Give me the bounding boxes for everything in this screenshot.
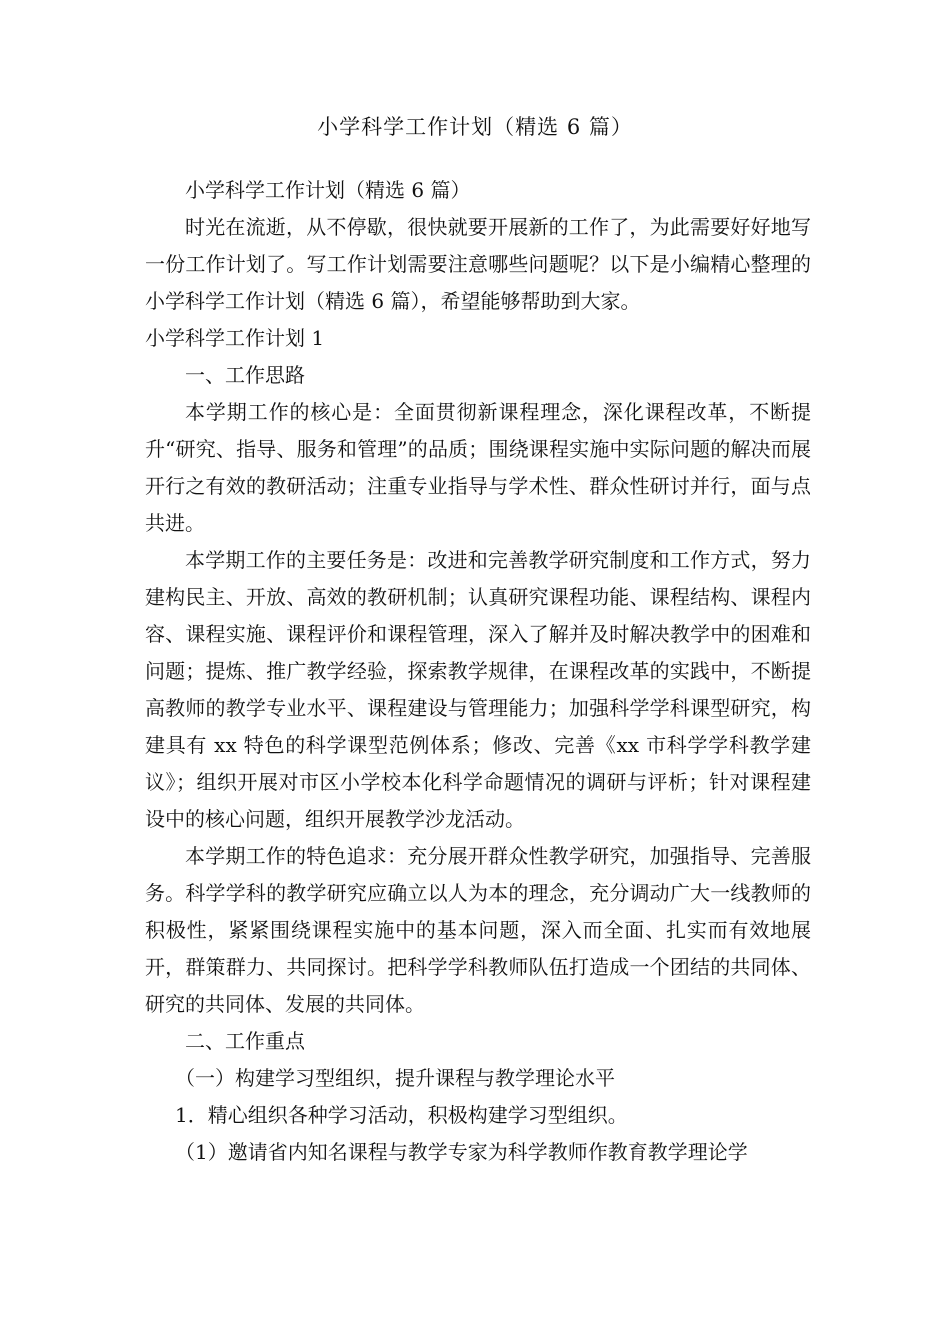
features-paragraph: 本学期工作的特色追求：充分展开群众性教学研究，加强指导、完善服务。科学学科的教学研究应确立以人为本的理念，充分调动广大一线教师的积极性，紧紧围绕课程实施中的基本问题，深入而全面、扎实而有效地展开，群策群力、共同探讨。把科学学科教师队伍打造成一个团结的共同体、研究的共同体、发展的共同体。 [145, 844, 811, 1016]
heading-work-focus: 二、工作重点 [185, 1029, 305, 1053]
list-item-1: 1．精心组织各种学习活动，积极构建学习型组织。 [175, 1103, 628, 1127]
main-tasks-paragraph: 本学期工作的主要任务是：改进和完善教学研究制度和工作方式，努力建构民主、开放、高效的教研机制；认真研究课程功能、课程结构、课程内容、课程实施、课程评价和课程管理，深入了解并及时解决教学中的困难和问题；提炼、推广教学经验，探索教学规律，在课程改革的实践中，不断提高教师的教学专业水平、课程建设与管理能力；加强科学学科课型研究，构建具有 xx 特色的科学课型范例体系；修改、完善《xx 市科学学科教学建议》；组织开展对市区小学校本化科学命题情况的调研与评析；针对课程建设中的核心问题，组织开展教学沙龙活动。 [145, 548, 811, 831]
intro-paragraph: 时光在流逝，从不停歇，很快就要开展新的工作了，为此需要好好地写一份工作计划了。写工作计划需要注意哪些问题呢？以下是小编精心整理的小学科学工作计划（精选 6 篇），希望能够帮助到大家。 [145, 215, 811, 313]
document-body [145, 172, 811, 1171]
section-heading-plan-1: 小学科学工作计划 1 [145, 326, 325, 350]
heading-work-ideas: 一、工作思路 [185, 363, 305, 387]
document-title: 小学科学工作计划（精选 6 篇） [317, 115, 633, 139]
subheading-learning-organization: （一）构建学习型组织，提升课程与教学理论水平 [175, 1066, 615, 1090]
core-paragraph: 本学期工作的核心是：全面贯彻新课程理念，深化课程改革，不断提升“研究、指导、服务和管理”的品质；围绕课程实施中实际问题的解决而展开行之有效的教研活动；注重专业指导与学术性、群众性研讨并行，面与点共进。 [145, 400, 811, 535]
subtitle-paragraph: 小学科学工作计划（精选 6 篇） [185, 178, 471, 202]
list-item-1-1: （1）邀请省内知名课程与教学专家为科学教师作教育教学理论学 [175, 1140, 748, 1164]
